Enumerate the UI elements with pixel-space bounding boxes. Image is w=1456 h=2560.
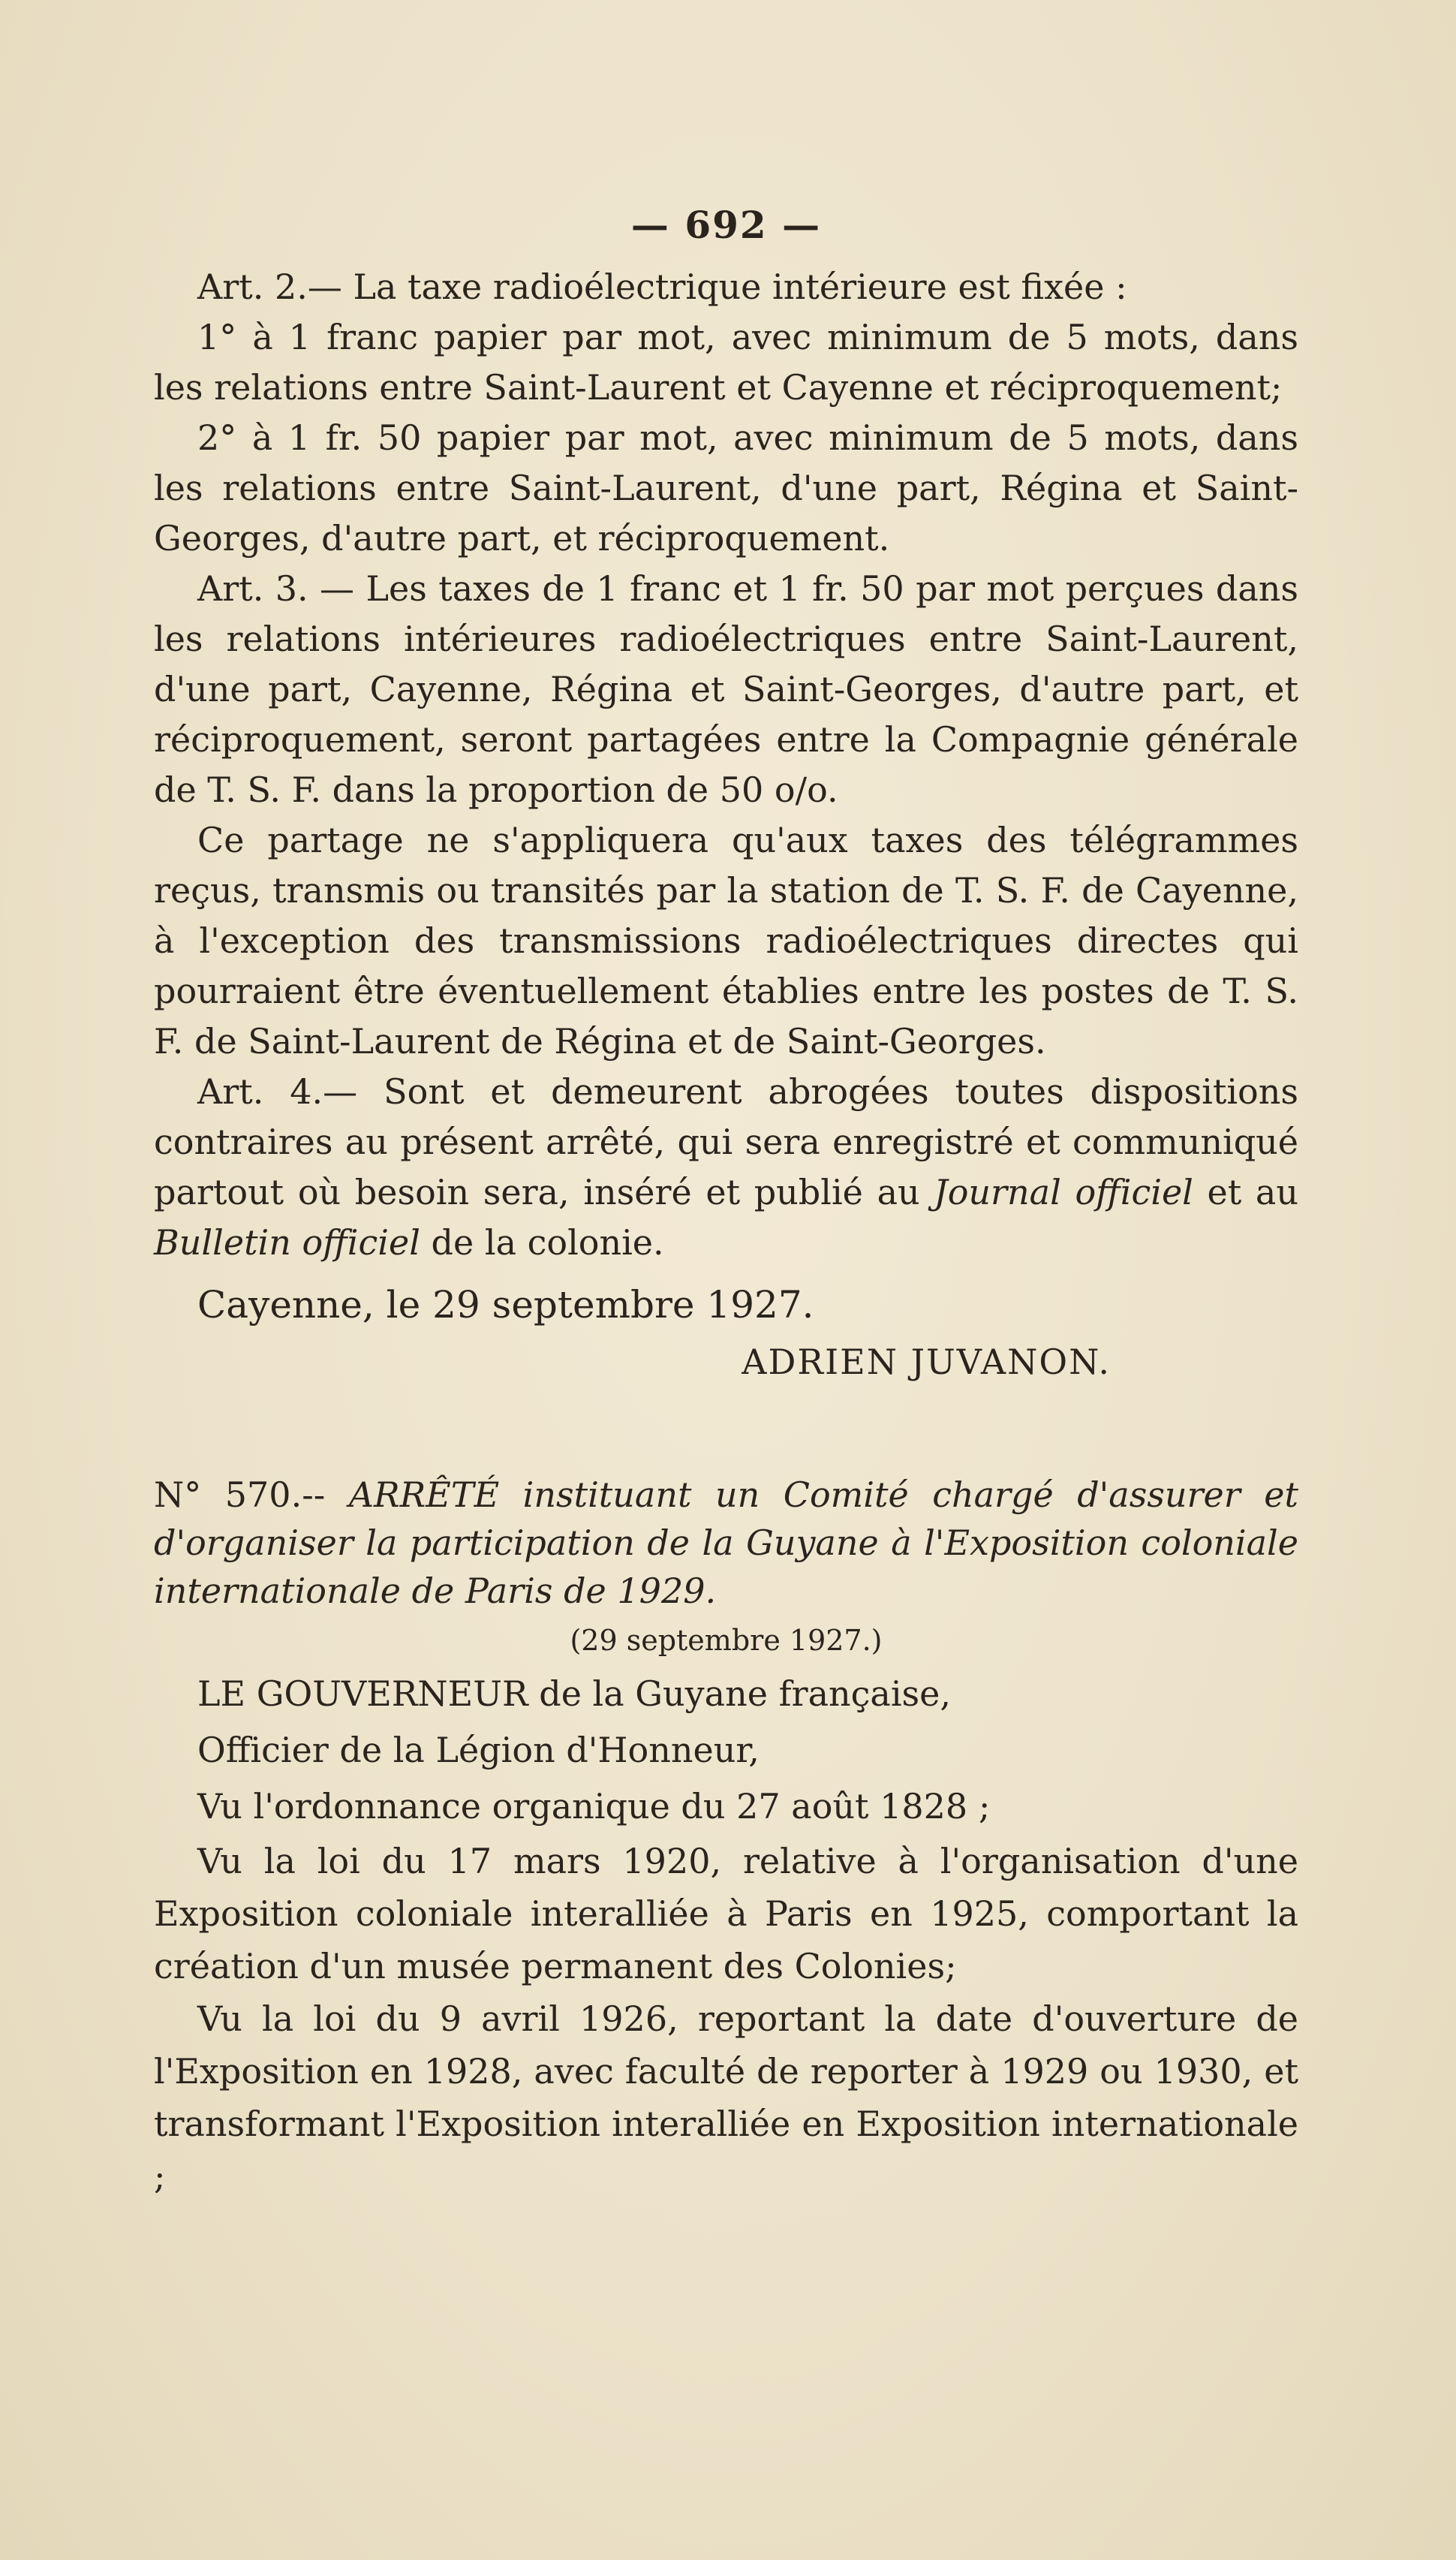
article-3-continuation: Ce partage ne s'appliquera qu'aux taxes des télégrammes reçus, transmis ou transités par la station de T. S. F. de Cayenne, à l'exception des transmissions radioélectriques directes qui pourraient être éventuellement établies entre les postes de T. S. F. de Saint-Laurent de Régina et de Saint-Georges. [154, 820, 1298, 1062]
section-gap [154, 1388, 1298, 1471]
article-4-text-b: et au [1193, 1172, 1298, 1212]
article-4-text-c: de la colonie. [420, 1222, 664, 1263]
place-and-date: Cayenne, le 29 septembre 1927. [197, 1283, 814, 1327]
arrete-date: (29 septembre 1927.) [570, 1624, 883, 1657]
article-4-text-a: Art. 4.— Sont et demeurent abrogées toutes dispositions contraires au présent arrêté, qui sera enregistré et communiqué partout où besoin sera, inséré et publié au [154, 1071, 1298, 1212]
arrete-heading [154, 1471, 1298, 1615]
vu-loi-1920: Vu la loi du 17 mars 1920, relative à l'organisation d'une Exposition coloniale interalliée à Paris en 1925, comportant la création d'un musée permanent des Colonies; [154, 1841, 1298, 1986]
article-2-heading: Art. 2.— La taxe radioélectrique intérieure est fixée : [197, 267, 1127, 307]
officer-line: Officier de la Légion d'Honneur, [197, 1730, 760, 1770]
page-number: — 692 — [630, 203, 822, 247]
governor-line: LE GOUVERNEUR de la Guyane française, [197, 1673, 951, 1714]
journal-officiel-ref: Journal officiel [934, 1172, 1193, 1212]
article-3-paragraph: Art. 3. — Les taxes de 1 franc et 1 fr. 50 par mot perçues dans les relations intérieures radioélectriques entre Saint-Laurent, d'une part, Cayenne, Régina et Saint-Georges, d'autre part, et réciproquement, seront partagées entre la Compagnie générale de T. S. F. dans la proportion de 50 o/o. [154, 568, 1298, 810]
bulletin-officiel-ref: Bulletin officiel [154, 1222, 420, 1263]
article-2-item-2: 2° à 1 fr. 50 papier par mot, avec minimum de 5 mots, dans les relations entre Saint-Laurent, d'une part, Régina et Saint-Georges, d'autre part, et réciproquement. [154, 417, 1298, 559]
vu-loi-1926: Vu la loi du 9 avril 1926, reportant la date d'ouverture de l'Exposition en 1928, avec faculté de reporter à 1929 ou 1930, et transformant l'Exposition interalliée en Exposition internationale ; [154, 1998, 1298, 2197]
article-4-paragraph [154, 1067, 1298, 1268]
vu-ordonnance: Vu l'ordonnance organique du 27 août 1828 ; [197, 1786, 991, 1827]
article-2-item-1: 1° à 1 franc papier par mot, avec minimum de 5 mots, dans les relations entre Saint-Laurent et Cayenne et réciproquement; [154, 317, 1298, 408]
document-page [154, 203, 1298, 2203]
arrete-title: ARRÊTÉ instituant un Comité chargé d'assurer et d'organiser la participation de la Guyane à l'Exposition coloniale internationale de Paris de 1929. [154, 1474, 1298, 1611]
arrete-number: N° 570.-- [154, 1474, 349, 1515]
signature: ADRIEN JUVANON. [742, 1342, 1111, 1382]
